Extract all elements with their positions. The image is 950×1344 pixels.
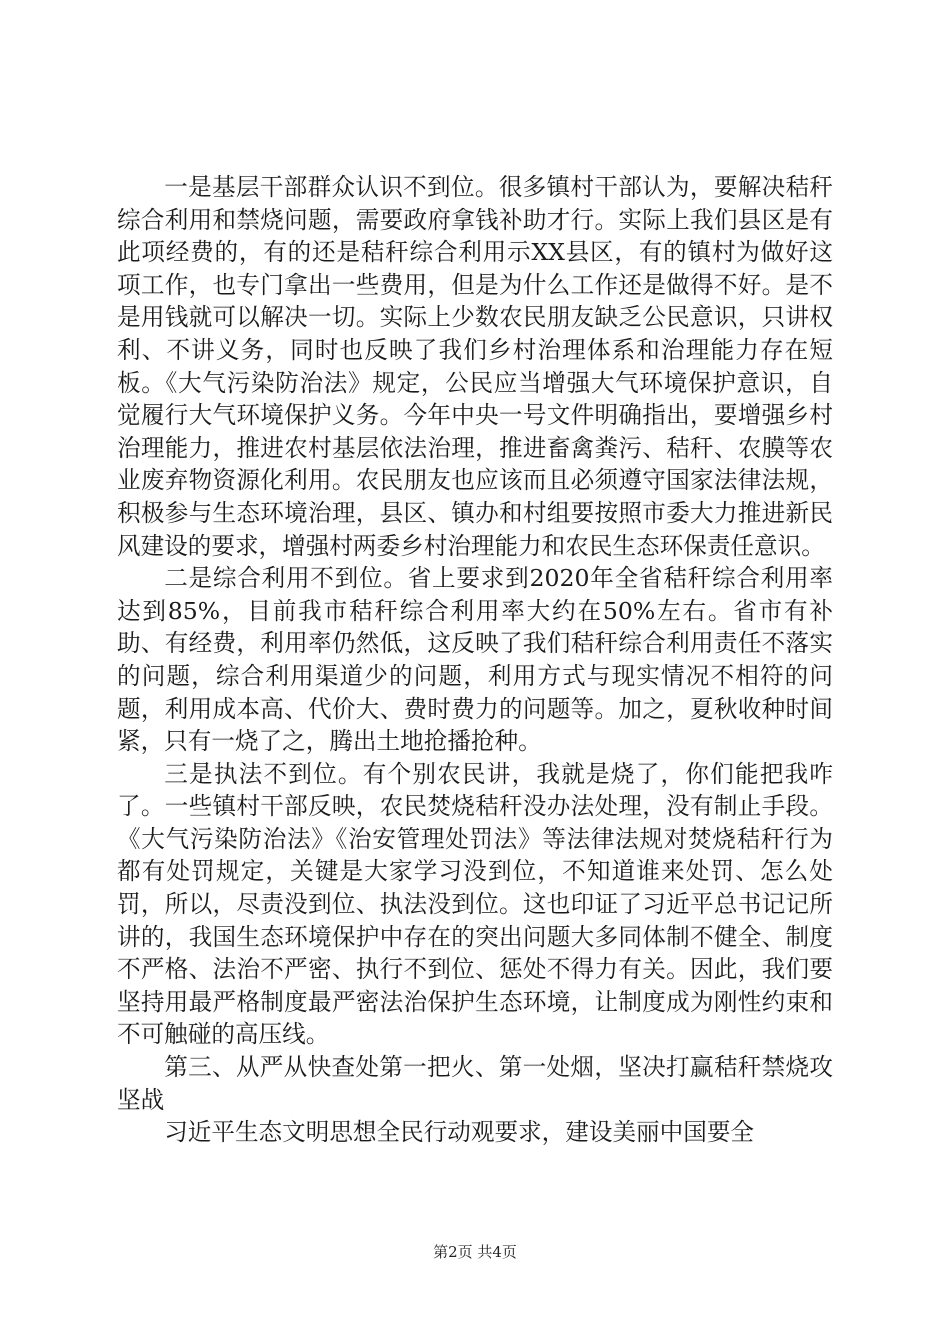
section-heading-third: 第三、从严从快查处第一把火、第一处烟，坚决打赢秸秆禁烧攻坚战 — [117, 1053, 833, 1114]
document-body — [117, 171, 833, 1149]
paragraph-utilization: 二是综合利用不到位。省上要求到2020年全省秸秆综合利用率达到85%，目前我市秸秆综合利用率大约在50%左右。省市有补助、有经费，利用率仍然低，这反映了我们秸秆综合利用责任不落实的问题，综合利用渠道少的问题，利用方式与现实情况不相符的问题，利用成本高、代价大、费时费力的问题等。加之，夏秋收种时间紧，只有一烧了之，腾出土地抢播抢种。 — [117, 564, 833, 756]
paragraph-enforcement: 三是执法不到位。有个别农民讲，我就是烧了，你们能把我咋了。一些镇村干部反映，农民焚烧秸秆没办法处理，没有制止手段。《大气污染防治法》《治安管理处罚法》等法律法规对焚烧秸秆行为都有处罚规定，关键是大家学习没到位，不知道谁来处罚、怎么处罚，所以，尽责没到位、执法没到位。这也印证了习近平总书记记所讲的，我国生态环境保护中存在的突出问题大多同体制不健全、制度不严格、法治不严密、执行不到位、惩处不得力有关。因此，我们要坚持用最严格制度最严密法治保护生态环境，让制度成为刚性约束和不可触碰的高压线。 — [117, 759, 833, 1049]
paragraph-ecological-civilization: 习近平生态文明思想全民行动观要求，建设美丽中国要全 — [164, 1118, 755, 1147]
paragraph-awareness: 一是基层干部群众认识不到位。很多镇村干部认为，要解决秸秆综合利用和禁烧问题，需要政府拿钱补助才行。实际上我们县区是有此项经费的，有的还是秸秆综合利用示XX县区，有的镇村为做好这项工作，也专门拿出一些费用，但是为什么工作还是做得不好。是不是用钱就可以解决一切。实际上少数农民朋友缺乏公民意识，只讲权利、不讲义务，同时也反映了我们乡村治理体系和治理能力存在短板。《大气污染防治法》规定，公民应当增强大气环境保护意识，自觉履行大气环境保护义务。今年中央一号文件明确指出，要增强乡村治理能力，推进农村基层依法治理，推进畜禽粪污、秸秆、农膜等农业废弃物资源化利用。农民朋友也应该而且必须遵守国家法律法规，积极参与生态环境治理，县区、镇办和村组要按照市委大力推进新民风建设的要求，增强村两委乡村治理能力和农民生态环保责任意识。 — [117, 173, 833, 560]
page-number-footer: 第2页 共4页 — [433, 1243, 517, 1261]
